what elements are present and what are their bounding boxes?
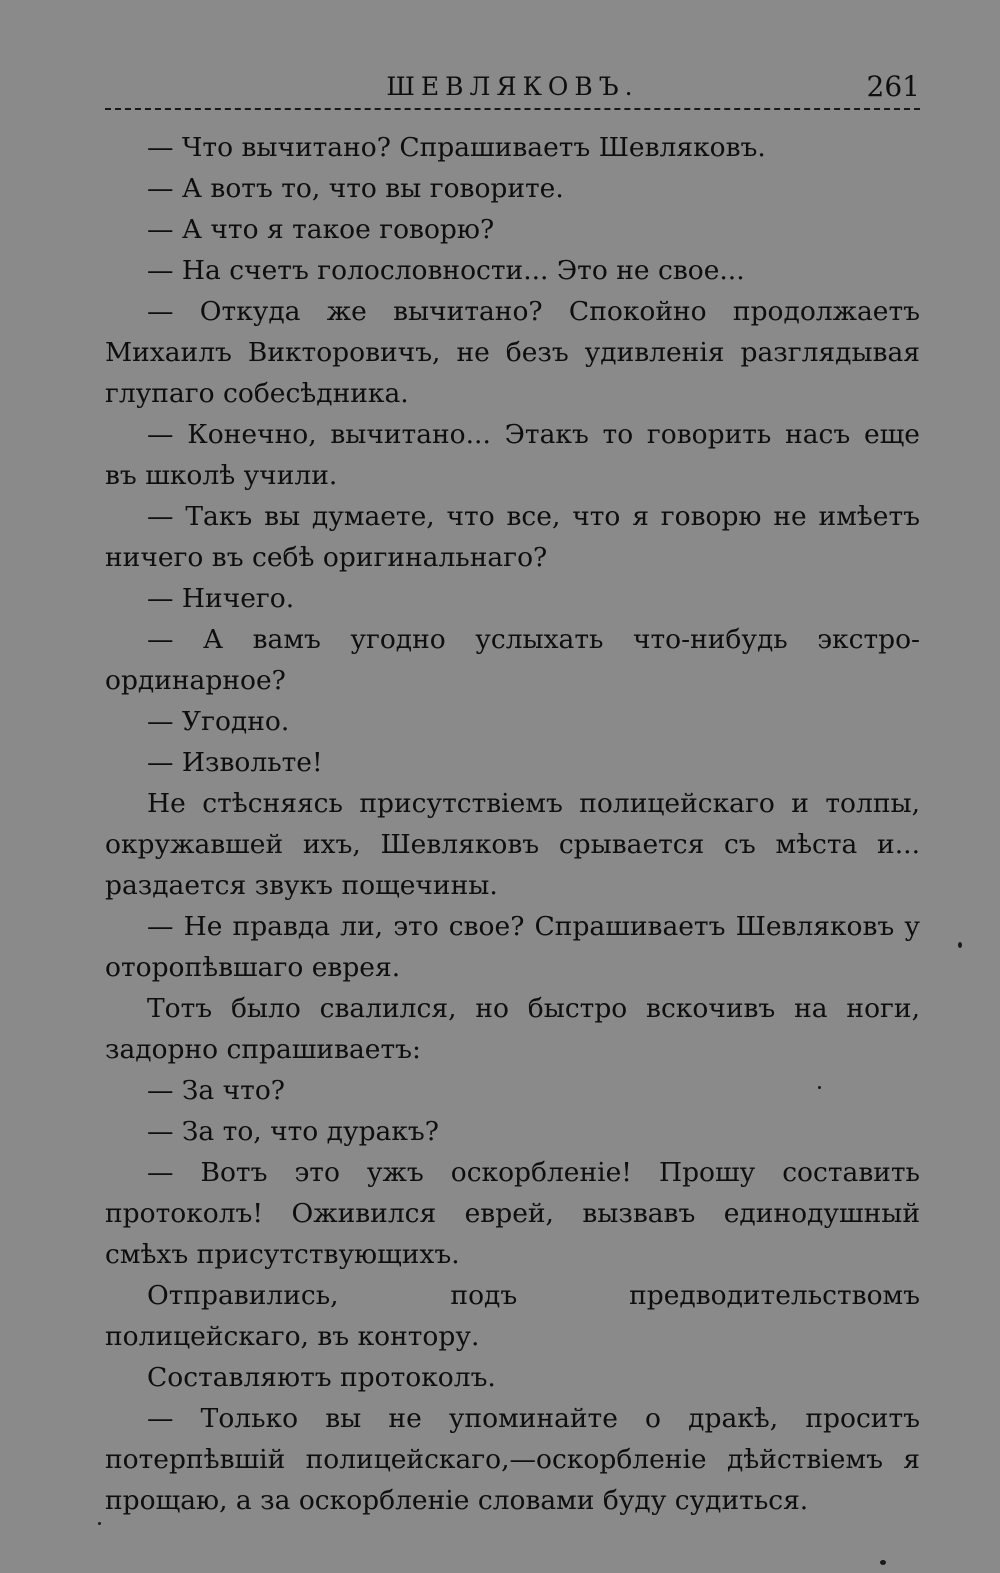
page-header [105,72,920,110]
ink-speck [98,1522,101,1525]
paragraph: — Только вы не упоминайте о дракѣ, проситъ потерпѣвшій полицейскаго,—оскорбленіе дѣйствіемъ я прощаю, а за оскорбленіе словами буду судиться. [105,1403,920,1516]
paragraph: — А вамъ угодно услыхать что-нибудь экстро-ординарное? [105,624,920,696]
paragraph: — На счетъ голословности... Это не свое... [147,255,745,286]
paragraph: — А что я такое говорю? [147,214,495,245]
ink-speck [958,942,962,948]
paragraph: Отправились, подъ предводительствомъ полицейскаго, въ контору. [105,1280,920,1352]
paragraph: — Конечно, вычитано... Этакъ то говорить насъ еще въ школѣ учили. [105,419,920,491]
ink-speck [880,1560,886,1565]
ink-speck [818,1086,821,1089]
paragraph: — Извольте! [147,747,323,778]
paragraph: — Не правда ли, это свое? Спрашиваетъ Шевляковъ у оторопѣвшаго еврея. [105,911,920,983]
paragraph: — Угодно. [147,706,290,737]
paragraph: — А вотъ то, что вы говорите. [147,173,564,204]
paragraph: Составляютъ протоколъ. [147,1362,496,1393]
paragraph: — За что? [147,1075,285,1106]
running-head: ШЕВЛЯКОВЪ. [386,72,639,101]
paragraph: Не стѣсняясь присутствіемъ полицейскаго и толпы, окружавшей ихъ, Шевляковъ срывается съ мѣста и... раздается звукъ пощечины. [105,788,920,901]
page-number: 261 [866,70,920,103]
paragraph: — Откуда же вычитано? Спокойно продолжаетъ Михаилъ Викторовичъ, не безъ удивленія разглядывая глупаго собесѣдника. [105,296,920,409]
paragraph: Тотъ было свалился, но быстро вскочивъ на ноги, задорно спрашиваетъ: [105,993,920,1065]
paragraph: — Вотъ это ужъ оскорбленіе! Прошу составить протоколъ! Оживился еврей, вызвавъ единодушный смѣхъ присутствующихъ. [105,1157,920,1270]
paragraph: — Ничего. [147,583,295,614]
paragraph: — Что вычитано? Спрашиваетъ Шевляковъ. [147,132,766,163]
paragraph: — За то, что дуракъ? [147,1116,439,1147]
text-body [105,127,920,1521]
paragraph: — Такъ вы думаете, что все, что я говорю не имѣетъ ничего въ себѣ оригинальнаго? [105,501,920,573]
